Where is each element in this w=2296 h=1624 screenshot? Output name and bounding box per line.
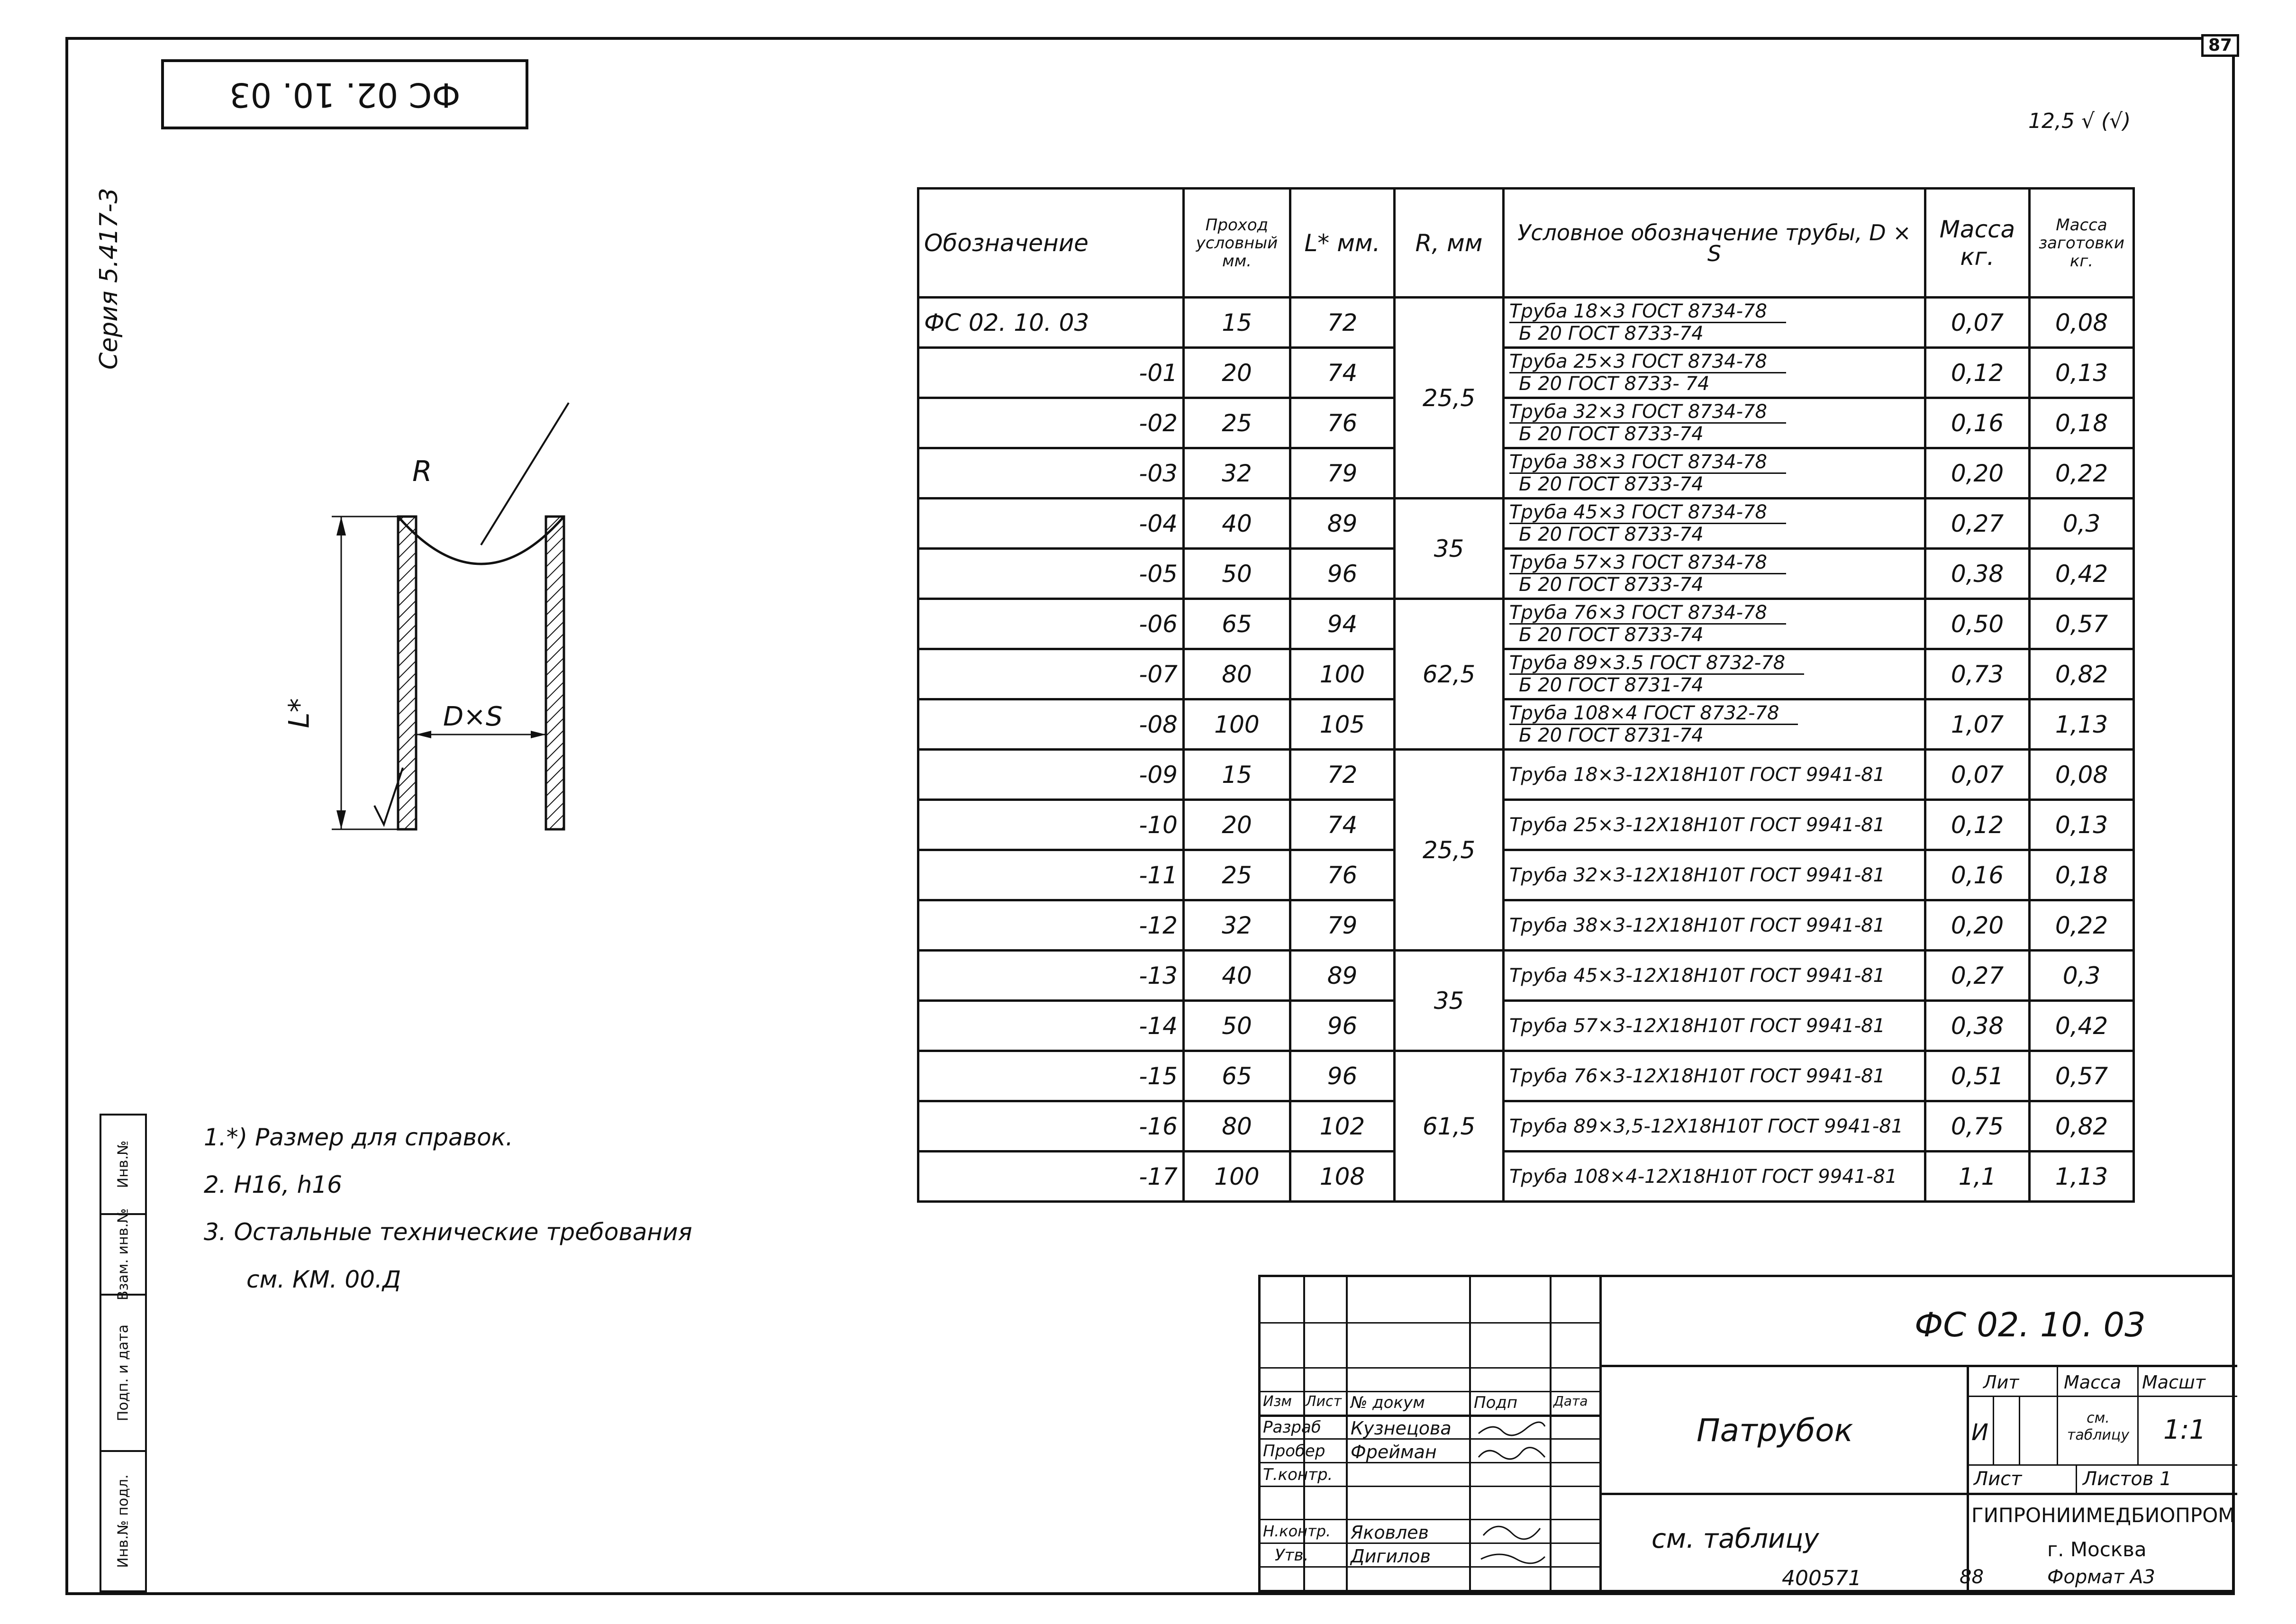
tb-lit: И bbox=[1971, 1419, 1988, 1446]
header-mass-blank: Масса заготовки кг. bbox=[2030, 189, 2134, 298]
technical-notes bbox=[204, 1114, 692, 1303]
tb-name-5: Дигилов bbox=[1351, 1546, 1431, 1567]
cell-pipe: Труба 45×3-12Х18Н10Т ГОСТ 9941-81 bbox=[1504, 951, 1925, 1001]
title-block bbox=[1258, 1275, 2235, 1592]
saddle-curve bbox=[398, 517, 564, 564]
cell-designation: -10 bbox=[918, 800, 1184, 850]
pipe-line-1: Труба 25×3 ГОСТ 8734-78 bbox=[1509, 351, 1786, 373]
cell-pipe: Труба 25×3-12Х18Н10Т ГОСТ 9941-81 bbox=[1504, 800, 1925, 850]
cell-dn: 15 bbox=[1184, 298, 1290, 348]
label-dxs: D×S bbox=[443, 701, 503, 732]
cell-pipe bbox=[1504, 398, 1925, 448]
cell-designation: -05 bbox=[918, 549, 1184, 599]
strip-cell: Инв.№ bbox=[101, 1116, 145, 1215]
label-r: R bbox=[412, 455, 432, 488]
cell-length: 74 bbox=[1290, 348, 1395, 398]
cell-mass: 0,07 bbox=[1925, 298, 2030, 348]
cell-radius: 25,5 bbox=[1395, 750, 1504, 951]
pipe-line-2: Б 20 ГОСТ 8733-74 bbox=[1519, 323, 1704, 345]
tb-role-3: Т.контр. bbox=[1263, 1465, 1333, 1484]
table-row bbox=[918, 1051, 2134, 1101]
cell-dn: 32 bbox=[1184, 448, 1290, 499]
pipe-line-1: Труба 32×3 ГОСТ 8734-78 bbox=[1509, 401, 1786, 424]
cell-pipe bbox=[1504, 699, 1925, 750]
table-row bbox=[918, 699, 2134, 750]
cell-mass-blank: 0,22 bbox=[2030, 448, 2134, 499]
cell-mass-blank: 0,82 bbox=[2030, 1101, 2134, 1152]
cell-designation: -13 bbox=[918, 951, 1184, 1001]
table-header-row bbox=[918, 189, 2134, 298]
cell-radius: 61,5 bbox=[1395, 1051, 1504, 1202]
pipe-line-2: Б 20 ГОСТ 8733-74 bbox=[1519, 574, 1704, 596]
cell-mass: 0,12 bbox=[1925, 800, 2030, 850]
table-row bbox=[918, 951, 2134, 1001]
cell-dn: 50 bbox=[1184, 1001, 1290, 1051]
header-l: L* мм. bbox=[1290, 189, 1395, 298]
tb-role-5: Утв. bbox=[1275, 1546, 1309, 1565]
cell-mass: 0,73 bbox=[1925, 649, 2030, 699]
pipe-line-2: Б 20 ГОСТ 8733-74 bbox=[1519, 423, 1704, 445]
pipe-line-1: Труба 57×3 ГОСТ 8734-78 bbox=[1509, 552, 1786, 574]
cell-pipe bbox=[1504, 649, 1925, 699]
table-row bbox=[918, 348, 2134, 398]
strip-cell: Инв.№ подл. bbox=[115, 1474, 132, 1568]
table-row bbox=[918, 499, 2134, 549]
header-r: R, мм bbox=[1395, 189, 1504, 298]
table-row bbox=[918, 298, 2134, 348]
header-designation: Обозначение bbox=[918, 189, 1184, 298]
cell-designation: -17 bbox=[918, 1152, 1184, 1202]
tb-name-1: Кузнецова bbox=[1351, 1418, 1452, 1439]
table-row bbox=[918, 448, 2134, 499]
cell-designation: -16 bbox=[918, 1101, 1184, 1152]
tb-scale-h: Масшт bbox=[2142, 1372, 2205, 1393]
cell-designation: -08 bbox=[918, 699, 1184, 750]
cell-pipe: Труба 108×4-12Х18Н10Т ГОСТ 9941-81 bbox=[1504, 1152, 1925, 1202]
table-row bbox=[918, 850, 2134, 900]
pipe-line-1: Труба 18×3 ГОСТ 8734-78 bbox=[1509, 301, 1786, 323]
tb-name-2: Фрейман bbox=[1351, 1442, 1437, 1462]
roughness-symbol: 12,5 √ (√) bbox=[2028, 109, 2131, 133]
cell-pipe: Труба 57×3-12Х18Н10Т ГОСТ 9941-81 bbox=[1504, 1001, 1925, 1051]
cell-dn: 20 bbox=[1184, 800, 1290, 850]
tb-h-list: Лист bbox=[1306, 1393, 1342, 1410]
cell-dn: 100 bbox=[1184, 1152, 1290, 1202]
format-label: Формат А3 bbox=[2047, 1566, 2155, 1588]
cell-mass-blank: 0,42 bbox=[2030, 1001, 2134, 1051]
top-stamp bbox=[161, 59, 528, 129]
tb-h-doc: № докум bbox=[1351, 1393, 1425, 1412]
pipe-drawing bbox=[265, 389, 692, 929]
pipe-line-2: Б 20 ГОСТ 8733-74 bbox=[1519, 624, 1704, 646]
cell-mass: 0,07 bbox=[1925, 750, 2030, 800]
cell-mass: 0,16 bbox=[1925, 850, 2030, 900]
cell-mass-blank: 0,08 bbox=[2030, 750, 2134, 800]
cell-dn: 65 bbox=[1184, 599, 1290, 649]
cell-length: 96 bbox=[1290, 1001, 1395, 1051]
cell-length: 79 bbox=[1290, 900, 1395, 951]
table-row bbox=[918, 1001, 2134, 1051]
tb-material: см. таблицу bbox=[1652, 1524, 1819, 1554]
cell-mass-blank: 1,13 bbox=[2030, 1152, 2134, 1202]
pipe-line-1: Труба 45×3 ГОСТ 8734-78 bbox=[1509, 502, 1786, 524]
cell-pipe: Труба 38×3-12Х18Н10Т ГОСТ 9941-81 bbox=[1504, 900, 1925, 951]
cell-dn: 50 bbox=[1184, 549, 1290, 599]
strip-cell: Подп. и дата bbox=[101, 1296, 145, 1452]
cell-dn: 25 bbox=[1184, 850, 1290, 900]
cell-pipe bbox=[1504, 448, 1925, 499]
cell-radius: 35 bbox=[1395, 499, 1504, 599]
cell-dn: 80 bbox=[1184, 1101, 1290, 1152]
cell-radius: 62,5 bbox=[1395, 599, 1504, 750]
cell-mass-blank: 0,18 bbox=[2030, 850, 2134, 900]
cell-dn: 80 bbox=[1184, 649, 1290, 699]
cell-radius: 35 bbox=[1395, 951, 1504, 1051]
tb-sheets: Листов 1 bbox=[2083, 1468, 2172, 1490]
pipe-wall-left bbox=[398, 517, 416, 829]
cell-designation: -09 bbox=[918, 750, 1184, 800]
cell-mass: 0,12 bbox=[1925, 348, 2030, 398]
cell-dn: 100 bbox=[1184, 699, 1290, 750]
tb-role-1: Разраб bbox=[1263, 1418, 1321, 1437]
cell-mass-blank: 0,13 bbox=[2030, 800, 2134, 850]
note-3-ref: см. КМ. 00.Д bbox=[246, 1266, 401, 1293]
cell-designation: ФС 02. 10. 03 bbox=[918, 298, 1184, 348]
left-stamp-strip bbox=[100, 1114, 147, 1592]
pipe-line-1: Труба 76×3 ГОСТ 8734-78 bbox=[1509, 602, 1786, 625]
cell-mass: 0,38 bbox=[1925, 1001, 2030, 1051]
cell-mass: 0,16 bbox=[1925, 398, 2030, 448]
pipe-wall-right bbox=[546, 517, 564, 829]
top-stamp-text: ФС 02. 10. 03 bbox=[229, 75, 461, 114]
cell-length: 105 bbox=[1290, 699, 1395, 750]
cell-designation: -11 bbox=[918, 850, 1184, 900]
table-row bbox=[918, 649, 2134, 699]
cell-mass-blank: 1,13 bbox=[2030, 699, 2134, 750]
table-row bbox=[918, 800, 2134, 850]
cell-designation: -01 bbox=[918, 348, 1184, 398]
pipe-line-2: Б 20 ГОСТ 8731-74 bbox=[1519, 674, 1704, 696]
table-row bbox=[918, 549, 2134, 599]
table-row bbox=[918, 900, 2134, 951]
cell-mass: 0,20 bbox=[1925, 448, 2030, 499]
cell-designation: -02 bbox=[918, 398, 1184, 448]
note-2: 2. H16, h16 bbox=[204, 1171, 342, 1198]
pipe-line-2: Б 20 ГОСТ 8731-74 bbox=[1519, 725, 1704, 746]
pipe-line-1: Труба 89×3.5 ГОСТ 8732-78 bbox=[1509, 653, 1804, 675]
tb-sheet: Лист bbox=[1974, 1468, 2022, 1490]
cell-mass-blank: 0,08 bbox=[2030, 298, 2134, 348]
tb-scale: 1:1 bbox=[2163, 1415, 2206, 1445]
cell-dn: 25 bbox=[1184, 398, 1290, 448]
cell-designation: -15 bbox=[918, 1051, 1184, 1101]
cell-length: 72 bbox=[1290, 298, 1395, 348]
cell-length: 102 bbox=[1290, 1101, 1395, 1152]
tb-city: г. Москва bbox=[2047, 1538, 2147, 1561]
cell-length: 72 bbox=[1290, 750, 1395, 800]
cell-mass: 0,75 bbox=[1925, 1101, 2030, 1152]
cell-mass: 0,50 bbox=[1925, 599, 2030, 649]
header-dn: Проход условный мм. bbox=[1184, 189, 1290, 298]
cell-mass: 1,07 bbox=[1925, 699, 2030, 750]
cell-length: 100 bbox=[1290, 649, 1395, 699]
cell-pipe bbox=[1504, 298, 1925, 348]
cell-dn: 65 bbox=[1184, 1051, 1290, 1101]
cell-length: 74 bbox=[1290, 800, 1395, 850]
cell-pipe: Труба 76×3-12Х18Н10Т ГОСТ 9941-81 bbox=[1504, 1051, 1925, 1101]
tb-part-name: Патрубок bbox=[1697, 1412, 1853, 1449]
header-mass: Масса кг. bbox=[1925, 189, 2030, 298]
cell-length: 89 bbox=[1290, 499, 1395, 549]
tb-role-2: Пробер bbox=[1263, 1442, 1325, 1461]
series-label: Серия 5.417-3 bbox=[95, 188, 123, 370]
tb-h-izm: Изм bbox=[1263, 1393, 1292, 1410]
table-row bbox=[918, 1152, 2134, 1202]
cell-radius: 25,5 bbox=[1395, 298, 1504, 499]
cell-mass-blank: 0,3 bbox=[2030, 499, 2134, 549]
header-pipe: Условное обозначение трубы, D × S bbox=[1504, 189, 1925, 298]
cell-mass-blank: 0,82 bbox=[2030, 649, 2134, 699]
cell-mass: 0,38 bbox=[1925, 549, 2030, 599]
tb-h-podp: Подп bbox=[1474, 1393, 1518, 1412]
cell-mass-blank: 0,57 bbox=[2030, 1051, 2134, 1101]
pipe-line-1: Труба 38×3 ГОСТ 8734-78 bbox=[1509, 452, 1786, 474]
pipe-line-1: Труба 108×4 ГОСТ 8732-78 bbox=[1509, 703, 1798, 725]
note-1: 1.*) Размер для справок. bbox=[204, 1124, 513, 1151]
cell-mass-blank: 0,13 bbox=[2030, 348, 2134, 398]
signatures bbox=[1474, 1417, 1550, 1569]
tb-code: ФС 02. 10. 03 bbox=[1915, 1306, 2146, 1344]
tb-name-4: Яковлев bbox=[1351, 1522, 1429, 1543]
tb-mass: см. таблицу bbox=[2067, 1410, 2130, 1443]
tb-lit-h: Лит bbox=[1983, 1372, 2019, 1393]
cell-pipe bbox=[1504, 499, 1925, 549]
strip-cell: Взам. инв.№ bbox=[101, 1215, 145, 1296]
cell-designation: -12 bbox=[918, 900, 1184, 951]
cell-mass: 1,1 bbox=[1925, 1152, 2030, 1202]
cell-pipe bbox=[1504, 549, 1925, 599]
cell-dn: 20 bbox=[1184, 348, 1290, 398]
tb-role-4: Н.контр. bbox=[1263, 1522, 1331, 1540]
cell-length: 96 bbox=[1290, 1051, 1395, 1101]
pipe-line-2: Б 20 ГОСТ 8733- 74 bbox=[1519, 373, 1710, 395]
pipe-line-2: Б 20 ГОСТ 8733-74 bbox=[1519, 524, 1704, 545]
label-l: L* bbox=[282, 698, 316, 728]
cell-mass: 0,20 bbox=[1925, 900, 2030, 951]
cell-dn: 32 bbox=[1184, 900, 1290, 951]
cell-mass-blank: 0,3 bbox=[2030, 951, 2134, 1001]
cell-dn: 15 bbox=[1184, 750, 1290, 800]
cell-designation: -07 bbox=[918, 649, 1184, 699]
cell-length: 79 bbox=[1290, 448, 1395, 499]
copy-number: 88 bbox=[1960, 1566, 1984, 1588]
table-row bbox=[918, 750, 2134, 800]
cell-mass: 0,27 bbox=[1925, 499, 2030, 549]
cell-pipe bbox=[1504, 599, 1925, 649]
cell-mass: 0,27 bbox=[1925, 951, 2030, 1001]
cell-mass-blank: 0,22 bbox=[2030, 900, 2134, 951]
cell-pipe: Труба 89×3,5-12Х18Н10Т ГОСТ 9941-81 bbox=[1504, 1101, 1925, 1152]
cell-length: 76 bbox=[1290, 850, 1395, 900]
tb-mass-h: Масса bbox=[2064, 1372, 2122, 1393]
cell-length: 96 bbox=[1290, 549, 1395, 599]
cell-pipe bbox=[1504, 348, 1925, 398]
cell-designation: -14 bbox=[918, 1001, 1184, 1051]
cell-mass: 0,51 bbox=[1925, 1051, 2030, 1101]
cell-length: 108 bbox=[1290, 1152, 1395, 1202]
table-row bbox=[918, 398, 2134, 448]
sheet-number: 87 bbox=[2201, 34, 2239, 57]
cell-length: 76 bbox=[1290, 398, 1395, 448]
inventory-number: 400571 bbox=[1782, 1566, 1861, 1590]
table-row bbox=[918, 1101, 2134, 1152]
cell-mass-blank: 0,57 bbox=[2030, 599, 2134, 649]
tb-h-data: Дата bbox=[1553, 1393, 1588, 1409]
cell-dn: 40 bbox=[1184, 499, 1290, 549]
cell-pipe: Труба 18×3-12Х18Н10Т ГОСТ 9941-81 bbox=[1504, 750, 1925, 800]
cell-pipe: Труба 32×3-12Х18Н10Т ГОСТ 9941-81 bbox=[1504, 850, 1925, 900]
note-3: 3. Остальные технические требования bbox=[204, 1218, 692, 1246]
tb-org: ГИПРОНИИМЕДБИОПРОМ bbox=[1971, 1504, 2235, 1527]
table-row bbox=[918, 599, 2134, 649]
cell-mass-blank: 0,18 bbox=[2030, 398, 2134, 448]
pipe-line-2: Б 20 ГОСТ 8733-74 bbox=[1519, 473, 1704, 495]
cell-mass-blank: 0,42 bbox=[2030, 549, 2134, 599]
cell-designation: -04 bbox=[918, 499, 1184, 549]
cell-designation: -06 bbox=[918, 599, 1184, 649]
cell-designation: -03 bbox=[918, 448, 1184, 499]
cell-length: 94 bbox=[1290, 599, 1395, 649]
cell-length: 89 bbox=[1290, 951, 1395, 1001]
cell-dn: 40 bbox=[1184, 951, 1290, 1001]
parts-table bbox=[917, 187, 2135, 1203]
